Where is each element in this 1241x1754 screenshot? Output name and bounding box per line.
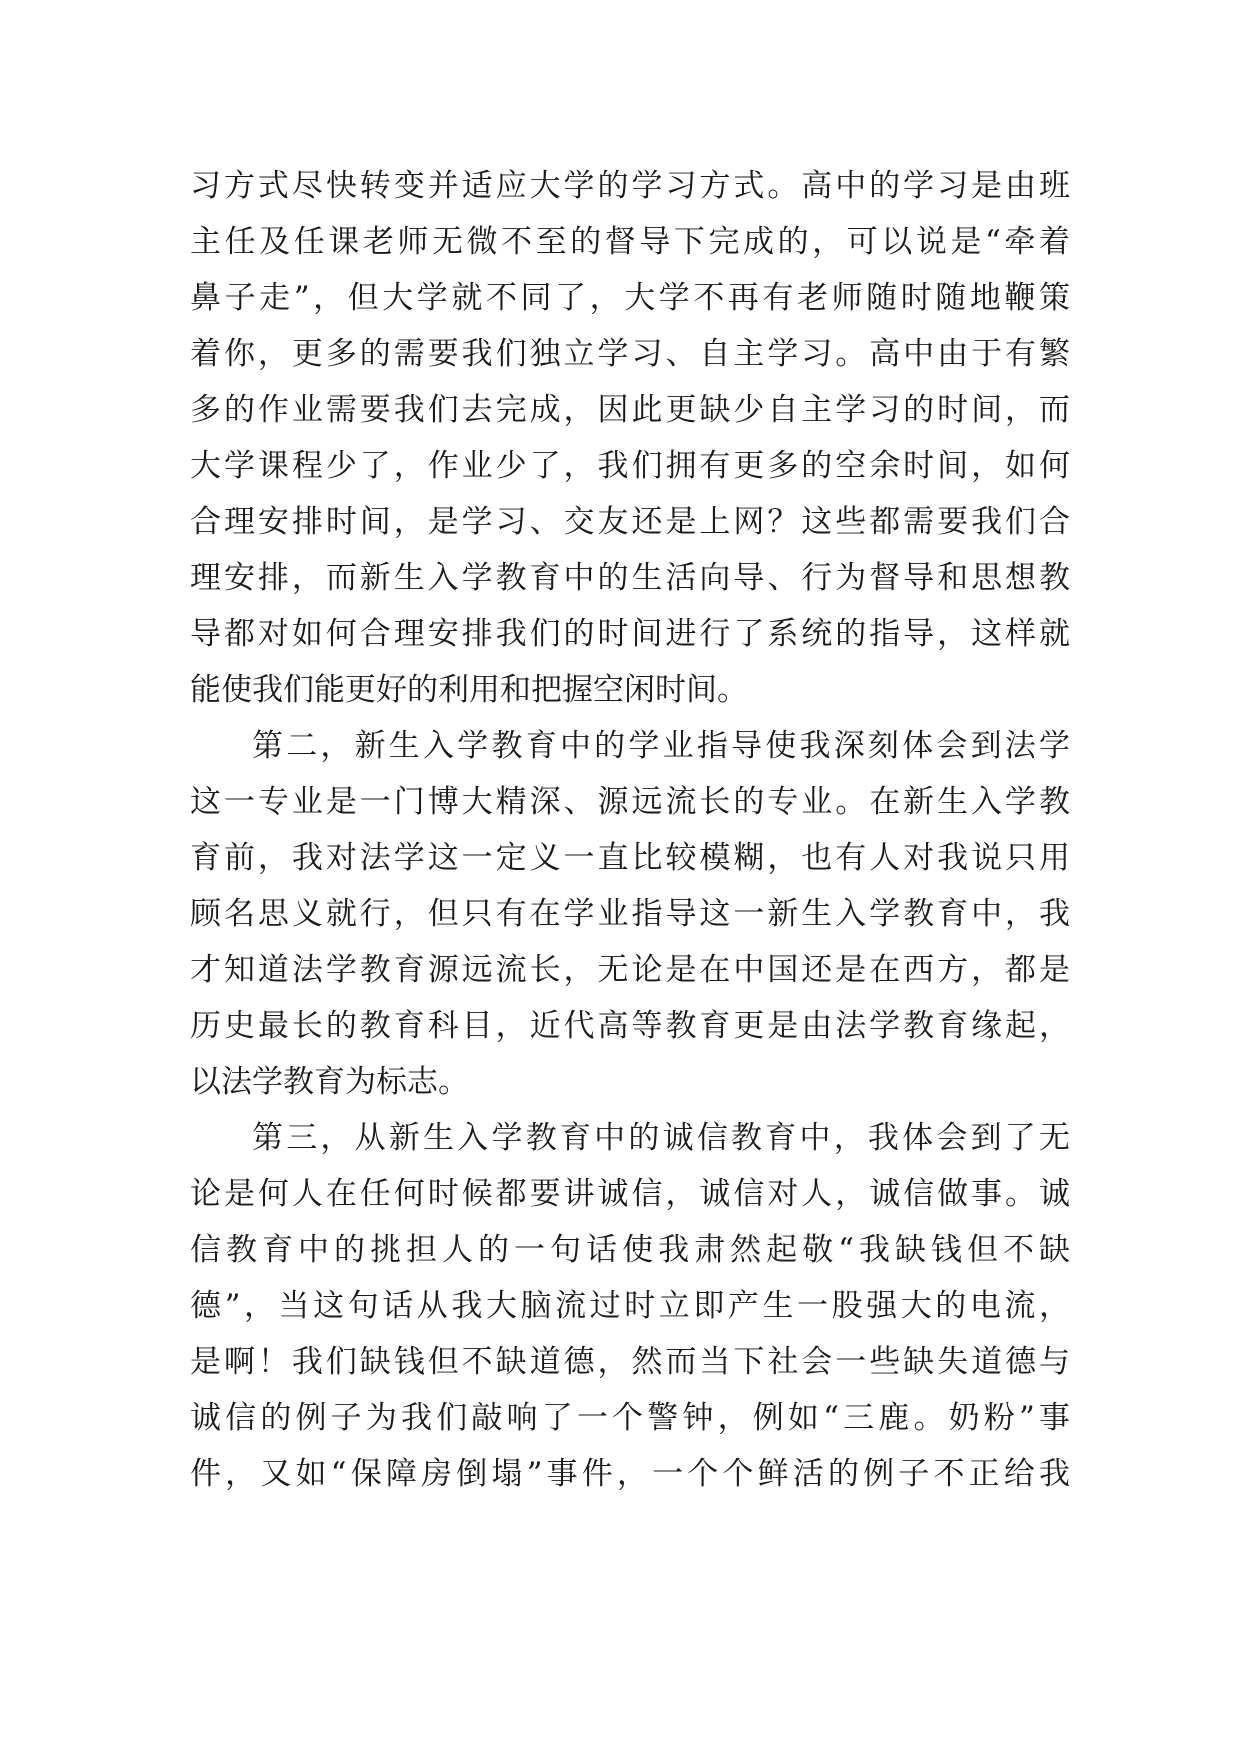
text-line: 诚信的例子为我们敲响了一个警钟，例如“三鹿。奶粉”事 (190, 1400, 1070, 1436)
text-line: 大学课程少了，作业少了，我们拥有更多的空余时间，如何 (190, 448, 1070, 484)
text-line: 历史最长的教育科目，近代高等教育更是由法学教育缘起， (190, 1008, 1070, 1044)
text-line: 以法学教育为标志。 (190, 1064, 469, 1100)
text-line: 习方式尽快转变并适应大学的学习方式。高中的学习是由班 (190, 168, 1070, 204)
text-line: 才知道法学教育源远流长，无论是在中国还是在西方，都是 (190, 952, 1070, 988)
text-line: 导都对如何合理安排我们的时间进行了系统的指导，这样就 (190, 616, 1070, 652)
paragraph-first-line: 第二，新生入学教育中的学业指导使我深刻体会到法学 (252, 728, 1070, 764)
text-line: 德”，当这句话从我大脑流过时立即产生一股强大的电流， (190, 1288, 1070, 1324)
text-line: 着你，更多的需要我们独立学习、自主学习。高中由于有繁 (190, 336, 1070, 372)
text-line: 鼻子走”，但大学就不同了，大学不再有老师随时随地鞭策 (190, 280, 1070, 316)
text-line: 主任及任课老师无微不至的督导下完成的，可以说是“牵着 (190, 224, 1070, 260)
text-line: 是啊！我们缺钱但不缺道德，然而当下社会一些缺失道德与 (190, 1344, 1070, 1380)
text-line: 件，又如“保障房倒塌”事件，一个个鲜活的例子不正给我 (190, 1456, 1070, 1492)
text-line: 育前，我对法学这一定义一直比较模糊，也有人对我说只用 (190, 840, 1070, 876)
text-line: 理安排，而新生入学教育中的生活向导、行为督导和思想教 (190, 560, 1070, 596)
text-line: 顾名思义就行，但只有在学业指导这一新生入学教育中，我 (190, 896, 1070, 932)
text-line: 多的作业需要我们去完成，因此更缺少自主学习的时间，而 (190, 392, 1070, 428)
text-line: 这一专业是一门博大精深、源远流长的专业。在新生入学教 (190, 784, 1070, 820)
paragraph-first-line: 第三，从新生入学教育中的诚信教育中，我体会到了无 (252, 1120, 1070, 1156)
text-line: 信教育中的挑担人的一句话使我肃然起敬“我缺钱但不缺 (190, 1232, 1070, 1268)
text-line: 合理安排时间，是学习、交友还是上网？这些都需要我们合 (190, 504, 1070, 540)
text-line: 论是何人在任何时候都要讲诚信，诚信对人，诚信做事。诚 (190, 1176, 1070, 1212)
text-line: 能使我们能更好的利用和把握空闲时间。 (190, 672, 748, 708)
